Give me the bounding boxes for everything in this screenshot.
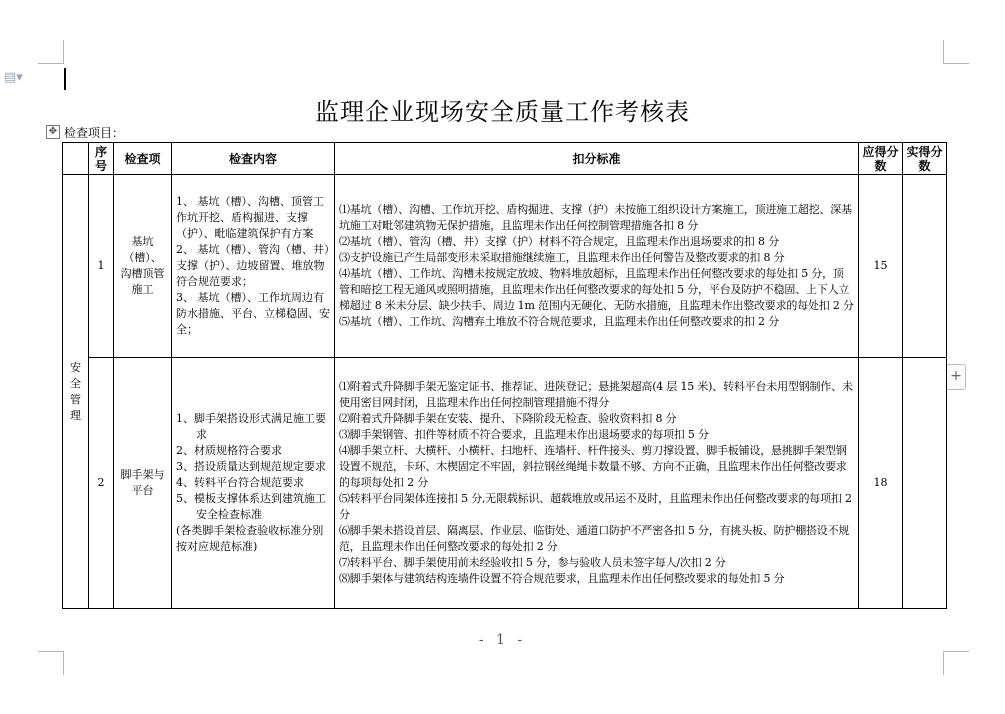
- category-cell: 安全管理: [63, 175, 89, 609]
- content-line: 3、 基坑（槽）、工作坑周边有防水措施、平台、立梯稳固、安全；: [176, 291, 330, 336]
- page-corner-mark: [943, 651, 969, 652]
- table-move-handle-icon[interactable]: ✥: [46, 125, 60, 139]
- standard-line: ⑷脚手架立杆、大横杆、小横杆、扫地杆、连墙杆、杆件接头、剪刀撑设置、脚手板铺设，悬挑脚手架型钢设置不规范，卡环、木楔固定不牢固，斜拉钢丝绳绳卡数量不够、方向不正确，且监理未作出任何整改要求的每项每处扣 2 分: [339, 444, 847, 489]
- content-line: 1、脚手架搭设形式满足施工要求: [176, 412, 326, 441]
- row-score-actual[interactable]: [903, 175, 947, 358]
- row-deduction-standard: [335, 358, 859, 609]
- document-title: 监理企业现场安全质量工作考核表: [315, 98, 690, 126]
- header-seq: 序号: [89, 143, 114, 175]
- header-score-actual: 实得分数: [903, 143, 947, 175]
- row-score-actual[interactable]: [903, 358, 947, 609]
- standard-line: ⑶脚手架钢管、扣件等材质不符合要求，且监理未作出退场要求的每项扣 5 分: [339, 428, 709, 441]
- page-corner-mark: [38, 651, 64, 652]
- row-check-content: [172, 358, 335, 609]
- row-seq: 2: [89, 358, 114, 609]
- table-row: [63, 358, 947, 609]
- row-score-due: 18: [859, 358, 903, 609]
- text-cursor: [64, 68, 66, 90]
- standard-line: ⑷基坑（槽）、工作坑、沟槽未按规定放坡、物料堆放超标，且监理未作出任何整改要求的每处扣 5 分，顶管和暗挖工程无通风或照明措施，且监理未作出任何整改要求的每处扣 5 分，平台及防护不稳固、上下人立梯超过 8 米未分层、缺少扶手、周边 1m 范围内无硬化、无防水措施，且监理未作出整改要求的每处扣 2 分: [339, 267, 854, 312]
- page-corner-mark: [38, 63, 64, 64]
- page-corner-mark: [63, 40, 64, 64]
- page-corner-mark: [943, 40, 944, 64]
- row-score-due: 15: [859, 175, 903, 358]
- row-check-item: 基坑（槽）、沟槽顶管施工: [114, 175, 172, 358]
- header-check-content: 检查内容: [172, 143, 335, 175]
- row-seq: 1: [89, 175, 114, 358]
- content-line: 3、搭设质量达到规范规定要求: [176, 460, 326, 473]
- section-label: 检查项目：: [64, 126, 125, 140]
- content-line: 1、 基坑（槽）、沟槽、顶管工作坑开挖、盾构掘进、支撑（护）、毗临建筑保护有方案: [176, 195, 324, 240]
- page-corner-mark: [63, 651, 64, 675]
- header-blank: [63, 143, 89, 175]
- page-corner-mark: [943, 63, 969, 64]
- standard-line: ⑻脚手架体与建筑结构连墙件设置不符合规范要求，且监理未作出任何整改要求的每处扣 5 分: [339, 572, 785, 585]
- content-line: 2、材质规格符合要求: [176, 444, 282, 457]
- standard-line: ⑸基坑（槽）、工作坑、沟槽弃土堆放不符合规范要求，且监理未作出任何整改要求的扣 2 分: [339, 315, 779, 328]
- page-number: - 1 -: [478, 632, 527, 648]
- standard-line: ⑴附着式升降脚手架无鉴定证书、推荐证、进陕登记；悬挑架超高(4 层 15 米)、转料平台未用型钢制作、未使用密目网封闭，且监理未作出任何控制管理措施不得分: [339, 380, 853, 409]
- content-line: 5、模板支撑体系达到建筑施工安全检查标准: [176, 492, 326, 521]
- header-deduction-standard: 扣分标准: [335, 143, 859, 175]
- table-header-row: [63, 143, 947, 175]
- row-check-item: 脚手架与平台: [114, 358, 172, 609]
- content-line: 2、 基坑（槽）、管沟（槽、井）支撑（护）、边坡留置、堆放物符合规范要求；: [176, 243, 330, 288]
- standard-line: ⑺转料平台、脚手架使用前未经验收扣 5 分，参与验收人员未签字每人/次扣 2 分: [339, 556, 726, 569]
- standard-line: ⑶支护设施已产生局部变形未采取措施继续施工，且监理未作出任何警告及整改要求的扣 8 分: [339, 251, 785, 264]
- header-score-due: 应得分数: [859, 143, 903, 175]
- row-check-content: [172, 175, 335, 358]
- standard-line: ⑹脚手架未搭设首层、隔离层、作业层、临街处、通道口防护不严密各扣 5 分，有挑头板、防护棚搭设不规范，且监理未作出任何整改要求的每处扣 2 分: [339, 524, 850, 553]
- standard-line: ⑵基坑（槽）、管沟（槽、井）支撑（护）材料不符合规定，且监理未作出退场要求的扣 8 分: [339, 235, 779, 248]
- assessment-table: [62, 142, 947, 609]
- header-check-item: 检查项: [114, 143, 172, 175]
- table-row: [63, 175, 947, 358]
- content-line: 4、转料平台符合规范要求: [176, 476, 304, 489]
- document-options-icon[interactable]: ▤▾: [4, 70, 23, 85]
- standard-line: ⑵附着式升降脚手架在安装、提升、下降阶段无检查、验收资料扣 8 分: [339, 412, 677, 425]
- add-column-plus-icon[interactable]: +: [946, 364, 966, 390]
- standard-line: ⑴基坑（槽）、沟槽、工作坑开挖、盾构掘进、支撑（护）未按施工组织设计方案施工，顶进施工超挖、深基坑施工对毗邻建筑物无保护措施，且监理未作出任何控制管理措施各扣 8 分: [339, 203, 852, 232]
- row-deduction-standard: [335, 175, 859, 358]
- content-line: (各类脚手架检查验收标准分别按对应规范标准): [176, 524, 324, 553]
- page-corner-mark: [943, 651, 944, 675]
- standard-line: ⑸转料平台同架体连接扣 5 分,无限载标识、超载堆放或吊运不及时，且监理未作出任何整改要求的每项扣 2 分: [339, 492, 852, 521]
